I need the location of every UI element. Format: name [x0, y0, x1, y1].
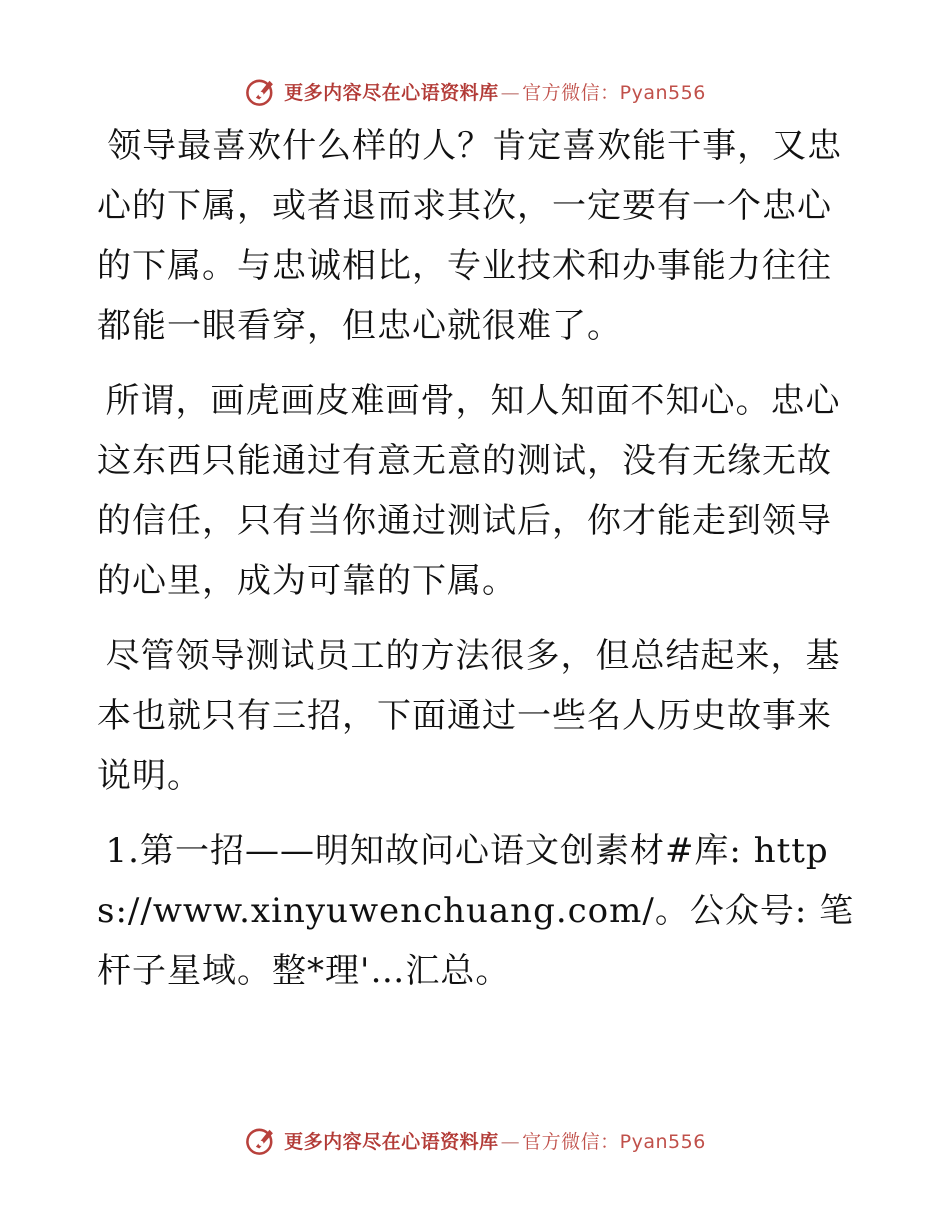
- footer-banner-text: [284, 1127, 706, 1154]
- footer-wechat-text: 官方微信：Pyan556: [522, 1130, 706, 1153]
- pen-nib-circle-icon: [244, 74, 278, 108]
- header-site-text: 更多内容尽在心语资料库: [284, 81, 499, 104]
- footer-site-text: 更多内容尽在心语资料库: [284, 1130, 499, 1153]
- header-separator: —: [500, 81, 521, 104]
- footer-separator: —: [500, 1130, 521, 1153]
- header-wechat-text: 官方微信：Pyan556: [522, 81, 706, 104]
- paragraph-2: 所谓，画虎画皮难画骨，知人知面不知心。忠心这东西只能通过有意无意的测试，没有无缘无故的信任，只有当你通过测试后，你才能走到领导的心里，成为可靠的下属。: [97, 381, 841, 601]
- paragraph-4: 1.第一招——明知故问心语文创素材#库: https://www.xinyuwenchuang.com/。公众号: 笔杆子星域。整*理'…汇总。: [97, 831, 855, 991]
- footer-banner: [0, 1120, 950, 1160]
- paragraph-1: 领导最喜欢什么样的人？肯定喜欢能干事，又忠心的下属，或者退而求其次，一定要有一个忠心的下属。与忠诚相比，专业技术和办事能力往往都能一眼看穿，但忠心就很难了。: [97, 126, 843, 346]
- pen-nib-circle-icon: [244, 1123, 278, 1157]
- header-banner: [0, 71, 950, 111]
- header-banner-text: [284, 78, 706, 105]
- paragraph-3: 尽管领导测试员工的方法很多，但总结起来，基本也就只有三招，下面通过一些名人历史故事来说明。: [97, 636, 841, 796]
- document-body: [97, 116, 857, 1016]
